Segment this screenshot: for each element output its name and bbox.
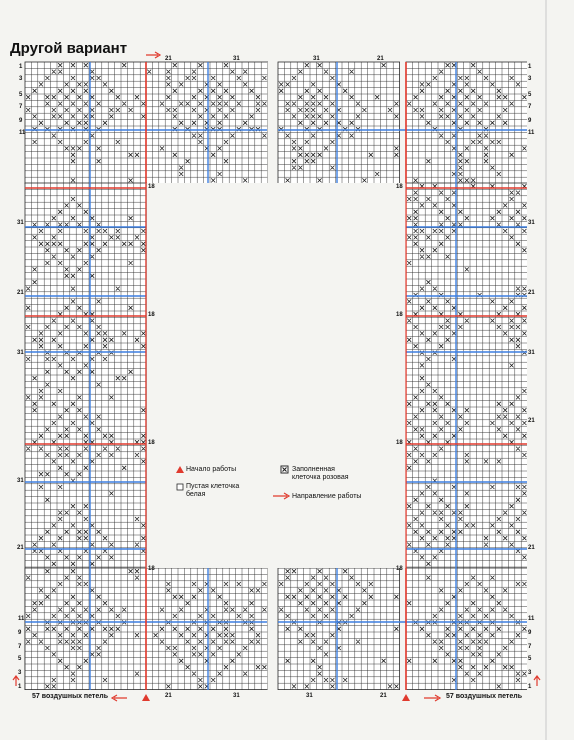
row-label-bottom-left-5: 1 [18, 684, 22, 690]
legend-filled-cell-text [292, 466, 349, 482]
row-label-bottom-right-3: 5 [528, 656, 532, 662]
row-label-bottom-right-5: 1 [528, 684, 532, 690]
col-label-top-1: 31 [233, 56, 240, 62]
col-label-top-3: 21 [377, 56, 384, 62]
grid-top-left [25, 62, 147, 184]
row-label-top-right-2: 5 [528, 92, 532, 98]
row-label-top-right-0: 1 [528, 64, 532, 70]
row-label-bottom-right-1: 9 [528, 630, 532, 636]
page-title: Другой вариант [10, 40, 128, 57]
inner-label-right-3: 18 [396, 566, 403, 572]
row-label-bottom-right-0: 11 [528, 616, 535, 622]
row-label-bottom-left-2: 7 [18, 644, 22, 650]
col-label-bottom-0: 21 [165, 693, 172, 699]
legend-empty-cell-line1: Пустая клеточка [186, 483, 240, 490]
col-label-bottom-1: 31 [233, 693, 240, 699]
legend-filled-cell-line2: клеточка розовая [292, 474, 349, 481]
row-label-top-right-1: 3 [528, 76, 532, 82]
side-label-left-4: 21 [17, 545, 24, 551]
legend-start-text: Начало работы [186, 466, 237, 473]
side-label-left-3: 31 [17, 478, 24, 484]
bottom-left-note: 57 воздушных петель [32, 693, 109, 700]
row-label-bottom-right-2: 7 [528, 644, 532, 650]
bottom-gap [268, 568, 278, 690]
row-label-top-right-5: 11 [528, 130, 535, 136]
top-gap [268, 62, 278, 183]
inner-label-right-0: 18 [396, 184, 403, 190]
row-label-top-right-4: 9 [528, 118, 532, 124]
grid-top-center-left [146, 62, 268, 184]
inner-label-left-3: 18 [148, 566, 155, 572]
grid-bottom-center-left-bg [146, 568, 268, 690]
side-label-left-1: 21 [17, 290, 24, 296]
col-label-top-0: 21 [165, 56, 172, 62]
grid-top-center-right [278, 62, 400, 184]
inner-label-right-1: 18 [396, 312, 403, 318]
grid-bottom-left-bg [25, 568, 147, 690]
row-label-bottom-left-1: 9 [18, 630, 22, 636]
row-label-bottom-right-4: 3 [528, 670, 532, 676]
side-label-left-2: 31 [17, 350, 24, 356]
side-label-right-4: 21 [528, 545, 535, 551]
col-label-top-2: 31 [313, 56, 320, 62]
col-label-bottom-3: 21 [380, 693, 387, 699]
bottom-right-note: 57 воздушных петель [446, 693, 523, 700]
row-label-top-left-2: 5 [19, 92, 23, 98]
legend-empty-cell-text [186, 483, 239, 499]
legend-direction-text: Направление работы [292, 493, 362, 500]
inner-label-left-2: 18 [148, 440, 155, 446]
inner-empty-area [147, 183, 406, 568]
right-margin [527, 0, 574, 740]
legend-filled-cell-line1: Заполненная [292, 466, 335, 473]
row-label-top-right-3: 7 [528, 104, 532, 110]
grid-bottom-center-right [278, 568, 400, 690]
side-label-right-3: 21 [528, 418, 535, 424]
grid-bottom-right-bg [406, 568, 528, 690]
grid-bottom-right [406, 568, 528, 690]
legend-empty-cell-line2: белая [186, 491, 206, 498]
side-label-left-0: 31 [17, 220, 24, 226]
row-label-bottom-left-4: 3 [18, 670, 22, 676]
row-label-top-left-4: 9 [19, 118, 23, 124]
top-direction-arrow [146, 52, 160, 58]
row-label-bottom-left-0: 11 [18, 616, 25, 622]
grid-bottom-left [25, 568, 147, 690]
row-label-top-left-5: 11 [19, 130, 26, 136]
side-label-right-2: 31 [528, 350, 535, 356]
row-label-top-left-3: 7 [19, 104, 23, 110]
legend-empty-cell-icon [177, 484, 183, 490]
row-label-bottom-left-3: 5 [18, 656, 22, 662]
inner-label-right-2: 18 [396, 440, 403, 446]
grid-bottom-center-left [146, 568, 268, 690]
col-label-bottom-2: 31 [306, 693, 313, 699]
side-label-right-0: 31 [528, 220, 535, 226]
grid-top-right [406, 62, 528, 184]
row-label-top-left-1: 3 [19, 76, 23, 82]
inner-label-left-0: 18 [148, 184, 155, 190]
inner-label-left-1: 18 [148, 312, 155, 318]
row-label-top-left-0: 1 [19, 64, 23, 70]
side-label-right-1: 21 [528, 290, 535, 296]
